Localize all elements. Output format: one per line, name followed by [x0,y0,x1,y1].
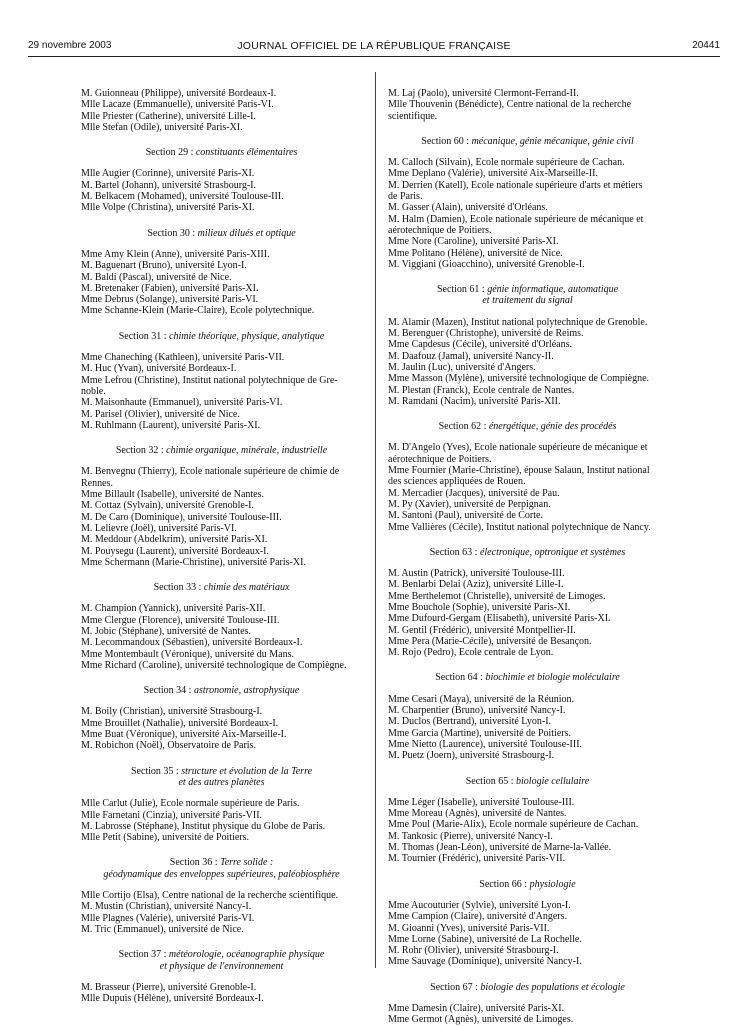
list-item: M. Derrien (Katell), Ecole nationale supérieure d'arts et métiers [388,179,643,191]
list-item: M. Bretenaker (Fabien), université Paris-XI. [81,282,259,294]
list-item: Mlle Cortijo (Elsa), Centre national de la recherche scientifique. [81,890,339,902]
section-heading [81,857,362,880]
list-item: Mlle Priester (Catherine), université Lille-I. [81,110,256,122]
section-title: constituants élémentaires [195,147,298,159]
right-column [388,88,667,1026]
list-item: Mme Capdesus (Cécile), université d'Orléans. [388,339,572,351]
list-item: Mme Clergue (Florence), université Toulouse-III. [81,614,280,626]
list-item: M. Baldi (Pascal), université de Nice. [81,271,232,283]
section-heading [81,766,362,789]
list-item: Mme Billault (Isabelle), université de Nantes. [81,489,265,501]
list-item: M. Maisonhaute (Emmanuel), université Paris-VI. [81,397,283,409]
list-item: Mme Schermann (Marie-Christine), université Paris-XI. [81,556,306,568]
list-item: Mme Campion (Claire), université d'Angers. [388,911,567,923]
list-item: M. Laj (Paolo), université Clermont-Ferrand-II. [388,88,579,99]
section-number: Section 63 : [429,546,478,558]
section-heading [388,284,667,307]
section-number: Section 36 : [169,857,218,869]
section-subtitle: et traitement du signal [482,295,573,307]
list-item: M. Tankosic (Pierre), université Nancy-I. [388,830,553,842]
list-item: M. Brasseur (Pierre), université Grenoble-I. [81,981,257,993]
list-item: M. Austin (Patrick), université Toulouse-III. [388,568,565,580]
list-item: de Paris. [388,191,423,203]
section-title: énergétique, génie des procédés [488,421,617,433]
section-heading [81,445,362,456]
section-heading [388,982,667,993]
list-item: M. Mustin (Christian), université Nancy-I. [81,901,252,913]
section-heading [81,228,362,239]
list-item: Mme Aucouturier (Sylvie), université Lyon-I. [388,899,571,911]
list-item: M. Charpentier (Bruno), université Nancy-I. [388,705,566,717]
section-title: génie informatique, automatique [487,284,619,296]
list-item: Mlle Dupuis (Hélène), université Bordeaux-I. [81,993,264,1005]
section-title: physiologie [529,878,576,890]
list-item: Mme Richard (Caroline), université technologique de Compiègne. [81,659,347,671]
section-title: biologie des populations et écologie [480,981,625,993]
list-item: Mme Poul (Marie-Alix), Ecole normale supérieure de Cachan. [388,819,639,831]
list-item: Mlle Petit (Sabine), université de Poitiers. [81,832,250,844]
section-heading [388,879,667,890]
section-number: Section 35 : [130,765,179,777]
section-number: Section 29 : [145,147,194,159]
section-subtitle: géodynamique des enveloppes supérieures, paléobiosphère [103,868,340,880]
list-item: Mme Amy Klein (Anne), université Paris-XIII. [81,248,270,260]
list-item: M. Rohr (Olivier), université Strasbourg-I. [388,945,559,957]
list-item: M. Berenguer (Christophe), université de Reims. [388,328,584,340]
section-title: électronique, optronique et systèmes [479,546,626,558]
list-item: M. Duclos (Bertrand), université Lyon-I. [388,716,552,728]
list-item: M. Cottaz (Sylvain), université Grenoble-I. [81,500,255,512]
list-item: M. Gentil (Frédéric), université Montpellier-II. [388,624,576,636]
list-item: M. Ramdani (Nacim), université Paris-XII. [388,395,561,407]
list-item: M. Halm (Damien), Ecole nationale supérieure de mécanique et [388,213,644,225]
header-rule [28,56,720,57]
list-item: Mme Dufourd-Gergam (Elisabeth), université Paris-XI. [388,613,611,625]
list-item: Mme Nore (Caroline), université Paris-XI. [388,236,559,248]
list-item: M. Jaulin (Luc), université d'Angers. [388,361,536,373]
list-item: M. Mercadier (Jacques), université de Pau. [388,487,560,499]
section-subtitle: et physique de l'environnement [159,960,284,972]
list-item: M. Parisel (Olivier), université de Nice. [81,408,240,420]
list-item: M. De Caro (Dominique), université Toulouse-III. [81,511,282,523]
section-heading [388,547,667,558]
section-number: Section 33 : [153,582,202,594]
list-item: Mme Masson (Mylène), université technologique de Compiègne. [388,373,650,385]
section-number: Section 66 : [479,878,528,890]
list-item: M. Benvegnu (Thierry), Ecole nationale supérieure de chimie de [81,466,340,478]
list-item: Mme Léger (Isabelle), université Toulouse-III. [388,796,575,808]
list-item: scientifique. [388,110,438,122]
list-item: M. Tournier (Frédéric), université Paris-VII. [388,853,566,865]
list-item: M. Guionneau (Philippe), université Bordeaux-I. [81,88,277,99]
list-item: M. Bartel (Johann), université Strasbourg-I. [81,179,257,191]
section-title: chimie théorique, physique, analytique [169,330,325,342]
section-number: Section 61 : [436,284,485,296]
section-title: mécanique, génie mécanique, génie civil [471,135,634,147]
journal-title: JOURNAL OFFICIEL DE LA RÉPUBLIQUE FRANÇAISE [237,40,511,52]
section-number: Section 65 : [465,775,514,787]
list-item: Mme Damesin (Claire), université Paris-XI. [388,1003,565,1014]
section-heading [81,331,362,342]
list-item: Mme Chaneching (Kathleen), université Paris-VII. [81,352,285,364]
section-heading [388,421,667,432]
column-divider [375,72,376,968]
list-item: Mlle Plagnes (Valérie), université Paris-VI. [81,912,255,924]
list-item: Mlle Farnetani (Cinzia), université Paris-VII. [81,809,263,821]
list-item: M. Py (Xavier), université de Perpignan. [388,498,551,510]
list-item: Mlle Volpe (Christina), université Paris-XI. [81,202,255,214]
list-item: aérotechnique de Poitiers. [388,224,492,236]
list-item: Rennes. [81,477,113,489]
list-item: M. Santoni (Paul), université de Corte. [388,510,543,522]
section-title: chimie organique, minérale, industrielle [166,445,328,457]
list-item: M. Benlarbi Delai (Aziz), université Lille-I. [388,579,564,591]
section-number: Section 37 : [118,949,167,961]
list-item: Mlle Carlut (Julie), Ecole normale supérieure de Paris. [81,798,300,810]
section-title: chimie des matériaux [203,582,290,594]
list-item: Mme Nietto (Laurence), université Toulouse-III. [388,738,583,750]
list-item: Mme Pera (Marie-Cécile), université de Besançon. [388,635,592,647]
list-item: M. Belkacem (Mohamed), université Toulouse-III. [81,191,284,203]
list-item: des sciences appliquées de Rouen. [388,476,526,488]
list-item: Mlle Stefan (Odile), université Paris-XI. [81,121,243,133]
section-title: météorologie, océanographie physique [168,949,325,961]
list-item: M. Baguenart (Bruno), université Lyon-I. [81,260,247,272]
list-item: Mme Lefrou (Christine), Institut national polytechnique de Gre- [81,374,338,386]
list-item: M. Ruhlmann (Laurent), université Paris-XI. [81,419,261,431]
list-item: Mme Buat (Véronique), université Aix-Marseille-I. [81,729,287,741]
section-number: Section 30 : [147,227,196,239]
section-heading [388,776,667,787]
page-number: 20441 [692,40,720,51]
issue-date: 29 novembre 2003 [28,40,112,51]
list-item: M. Meddour (Abdelkrim), université Paris-XI. [81,534,268,546]
list-item: M. Rojo (Pedro), Ecole centrale de Lyon. [388,647,554,659]
section-number: Section 34 : [143,685,192,697]
list-item: Mme Vallières (Cécile), Institut national polytechnique de Nancy. [388,521,651,533]
list-item: M. D'Angelo (Yves), Ecole nationale supérieure de mécanique et [388,442,648,454]
section-heading [388,136,667,147]
section-heading [81,147,362,158]
section-title: biochimie et biologie moléculaire [485,672,620,684]
list-item: Mme Garcia (Martine), université de Poitiers. [388,727,571,739]
list-item: Mme Schanne-Klein (Marie-Claire), Ecole polytechnique. [81,305,315,317]
list-item: Mlle Augier (Corinne), université Paris-XI. [81,168,255,180]
list-item: M. Calloch (Silvain), Ecole normale supérieure de Cachan. [388,157,625,169]
list-item: M. Lecommandoux (Sébastien), université Bordeaux-I. [81,637,303,649]
section-title: milieux dilués et optique [197,227,296,239]
list-item: M. Gioanni (Yves), université Paris-VII. [388,922,550,934]
page-header [28,40,720,54]
list-item: Mme Fournier (Marie-Christine), épouse Salaun, Institut national [388,465,650,477]
list-item: Mme Cesari (Maya), université de la Réunion. [388,693,575,705]
section-number: Section 31 : [118,330,167,342]
list-item: M. Jobic (Stéphane), université de Nantes. [81,625,251,637]
list-item: Mme Moreau (Agnès), université de Nantes. [388,808,567,820]
list-item: Mme Deplano (Valérie), université Aix-Marseille-II. [388,168,598,180]
list-item: M. Viggiani (Gioacchino), université Grenoble-I. [388,258,585,270]
section-number: Section 64 : [435,672,483,684]
list-item: Mlle Thouvenin (Bénédicte), Centre national de la recherche [388,99,632,111]
section-subtitle: et des autres planètes [178,776,265,788]
list-item: noble. [81,385,106,397]
list-item: Mlle Lacaze (Emmanuelle), université Paris-VI. [81,99,274,111]
list-item: M. Lelievre (Joël), université Paris-VI. [81,522,237,534]
list-item: Mme Lorne (Sabine), université de La Rochelle. [388,933,582,945]
list-item: M. Labrosse (Stéphane), Institut physique du Globe de Paris. [81,820,326,832]
section-heading [81,582,362,593]
section-number: Section 67 : [430,981,478,993]
list-item: M. Thomas (Jean-Léon), université de Marne-la-Vallée. [388,842,612,854]
section-title: structure et évolution de la Terre [181,765,313,777]
section-title: biologie cellulaire [516,775,590,787]
list-item: Mme Berthelemot (Christelle), université de Limoges. [388,590,606,602]
list-item: M. Plestan (Franck), Ecole centrale de Nantes. [388,384,575,396]
list-item: M. Tric (Emmanuel), université de Nice. [81,923,244,935]
list-item: Mme Sauvage (Dominique), université Nancy-I. [388,956,582,968]
section-heading [81,685,362,696]
list-item: Mme Debrus (Solange), université Paris-VI. [81,294,259,306]
list-item: M. Champion (Yannick), université Paris-XII. [81,603,266,615]
section-title: Terre solide : [220,857,274,869]
section-title: astronomie, astrophysique [193,685,300,697]
list-item: M. Robichon (Noël), Observatoire de Paris. [81,740,256,752]
list-item: M. Daafouz (Jamal), université Nancy-II. [388,350,554,362]
list-item: Mme Brouillet (Nathalie), université Bordeaux-I. [81,717,279,729]
list-item: Mme Germot (Agnès), université de Limoges. [388,1014,574,1026]
section-heading [81,949,362,972]
list-item: Mme Montembault (Véronique), université du Mans. [81,648,295,660]
section-number: Section 62 : [438,421,487,433]
list-item: M. Puetz (Joern), université Strasbourg-I. [388,750,555,762]
list-item: M. Boily (Christian), université Strasbourg-I. [81,706,263,718]
list-item: Mme Politano (Hélène), université de Nice. [388,247,563,259]
list-item: aérotechnique de Poitiers. [388,453,492,465]
list-item: M. Gasser (Alain), université d'Orléans. [388,202,548,214]
section-number: Section 60 : [421,135,470,147]
list-item: M. Huc (Yvan), université Bordeaux-I. [81,363,237,375]
section-number: Section 32 : [115,445,164,457]
left-column [81,88,362,1004]
list-item: M. Alamir (Mazen), Institut national polytechnique de Grenoble. [388,316,648,328]
section-heading [388,672,667,683]
list-item: Mme Bouchole (Sophie), université Paris-XI. [388,601,571,613]
list-item: M. Pouysegu (Laurent), université Bordeaux-I. [81,545,270,557]
